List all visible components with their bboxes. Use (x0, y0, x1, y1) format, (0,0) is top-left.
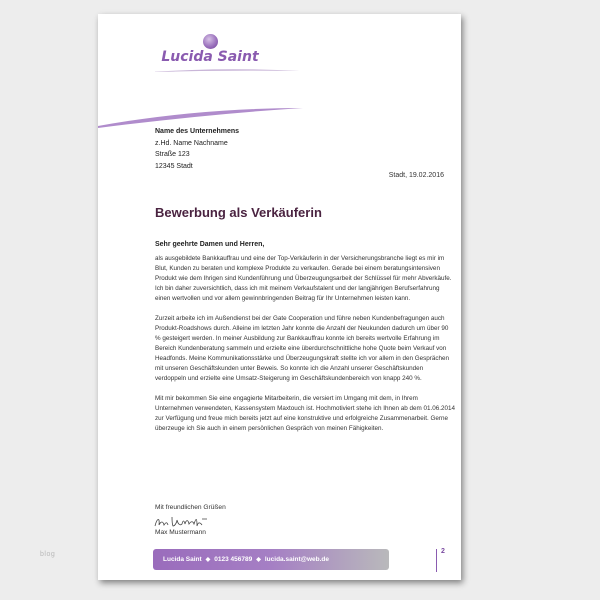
diamond-separator-icon: ◆ (256, 557, 261, 563)
recipient-city: 12345 Stadt (155, 162, 193, 170)
letter-date: Stadt, 19.02.2016 (388, 172, 444, 179)
logo-text: Lucida Saint (161, 49, 259, 65)
footer-phone: 0123 456789 (214, 556, 253, 563)
recipient-attention: z.Hd. Name Nachname (155, 139, 228, 147)
page-number: 2 (441, 548, 445, 555)
footer-name: Lucida Saint (163, 556, 202, 563)
footer-contact-bar (153, 549, 389, 570)
diamond-separator-icon: ◆ (205, 557, 211, 563)
recipient-address (155, 126, 239, 172)
recipient-company: Name des Unternehmens (155, 128, 240, 135)
header-swoosh-decoration (150, 66, 300, 76)
letter-subject: Bewerbung als Verkäuferin (155, 205, 322, 220)
handwritten-signature (153, 515, 213, 529)
page-number-divider (436, 549, 437, 572)
logo-emblem-icon (203, 34, 218, 49)
footer-email[interactable]: lucida.saint@web.de (264, 556, 330, 563)
watermark-text: blog (40, 551, 56, 558)
recipient-street: Straße 123 (155, 151, 190, 158)
letter-body (155, 240, 455, 444)
salutation: Sehr geehrte Damen und Herren, (155, 241, 265, 248)
accent-swoosh-decoration (98, 106, 308, 128)
signer-name: Max Mustermann (155, 529, 206, 536)
body-paragraph: als ausgebildete Bankkauffrau und eine der Top-Verkäuferin in der Versicherungsbranche liegt es mir im Blut, Kunden zu beraten und komplexe Produkte zu verkaufen. Gerade bei einem beratungsintensiven Produkt wie dem Ihrigen sind Kundenführung und Überzeugungsarbeit der Schlüssel für mehr Abverkäufe. Ich bin daher zuversichtlich, dass ich mit meinem Verkaufstalent und der langjährigen Berufserfahrung einen wertvollen und vor allem gewinnbringenden Beitrag für Ihr Unternehmen leisten kann. (155, 255, 452, 302)
body-paragraph: Mit mir bekommen Sie eine engagierte Mitarbeiterin, die versiert im Umgang mit dem, in Ihrem Unternehmen verwendeten, Kassensystem Maxtouch ist. Hochmotiviert stehe ich Ihnen ab dem 01.06.2014 zur Verfügung und freue mich bereits jetzt auf eine konstruktive und erfolgreiche Zusammenarbeit. Gerne überzeuge ich Sie auch in einem persönlichen Gespräch von meinen Fähigkeiten. (155, 395, 455, 432)
closing-phrase: Mit freundlichen Grüßen (155, 504, 226, 511)
body-paragraph: Zurzeit arbeite ich im Außendienst bei der Gate Cooperation und führe neben Kundenbefragungen auch Produkt-Roadshows durch. Alleine im letzten Jahr konnte die Anzahl der Neukunden dadurch um über 90 % gesteigert werden. In meiner Ausbildung zur Bankkauffrau konnte ich bereits wertvolle Erfahrung im Bereich Kundenberatung sammeln und erzielte eine überdurchschnittliche hohe Quote beim Verkauf von Headfonds. Meine Kommunikationsstärke und Überzeugungskraft stellte ich vor allem in den Gesprächen mit unseren Geschäftskunden unter Beweis. So konnte ich die Anzahl unserer Geschäftskunden verdoppeln und erzielte eine Umsatz-Steigerung im Geschäftskundenbereich von knapp 240 %. (155, 315, 450, 382)
